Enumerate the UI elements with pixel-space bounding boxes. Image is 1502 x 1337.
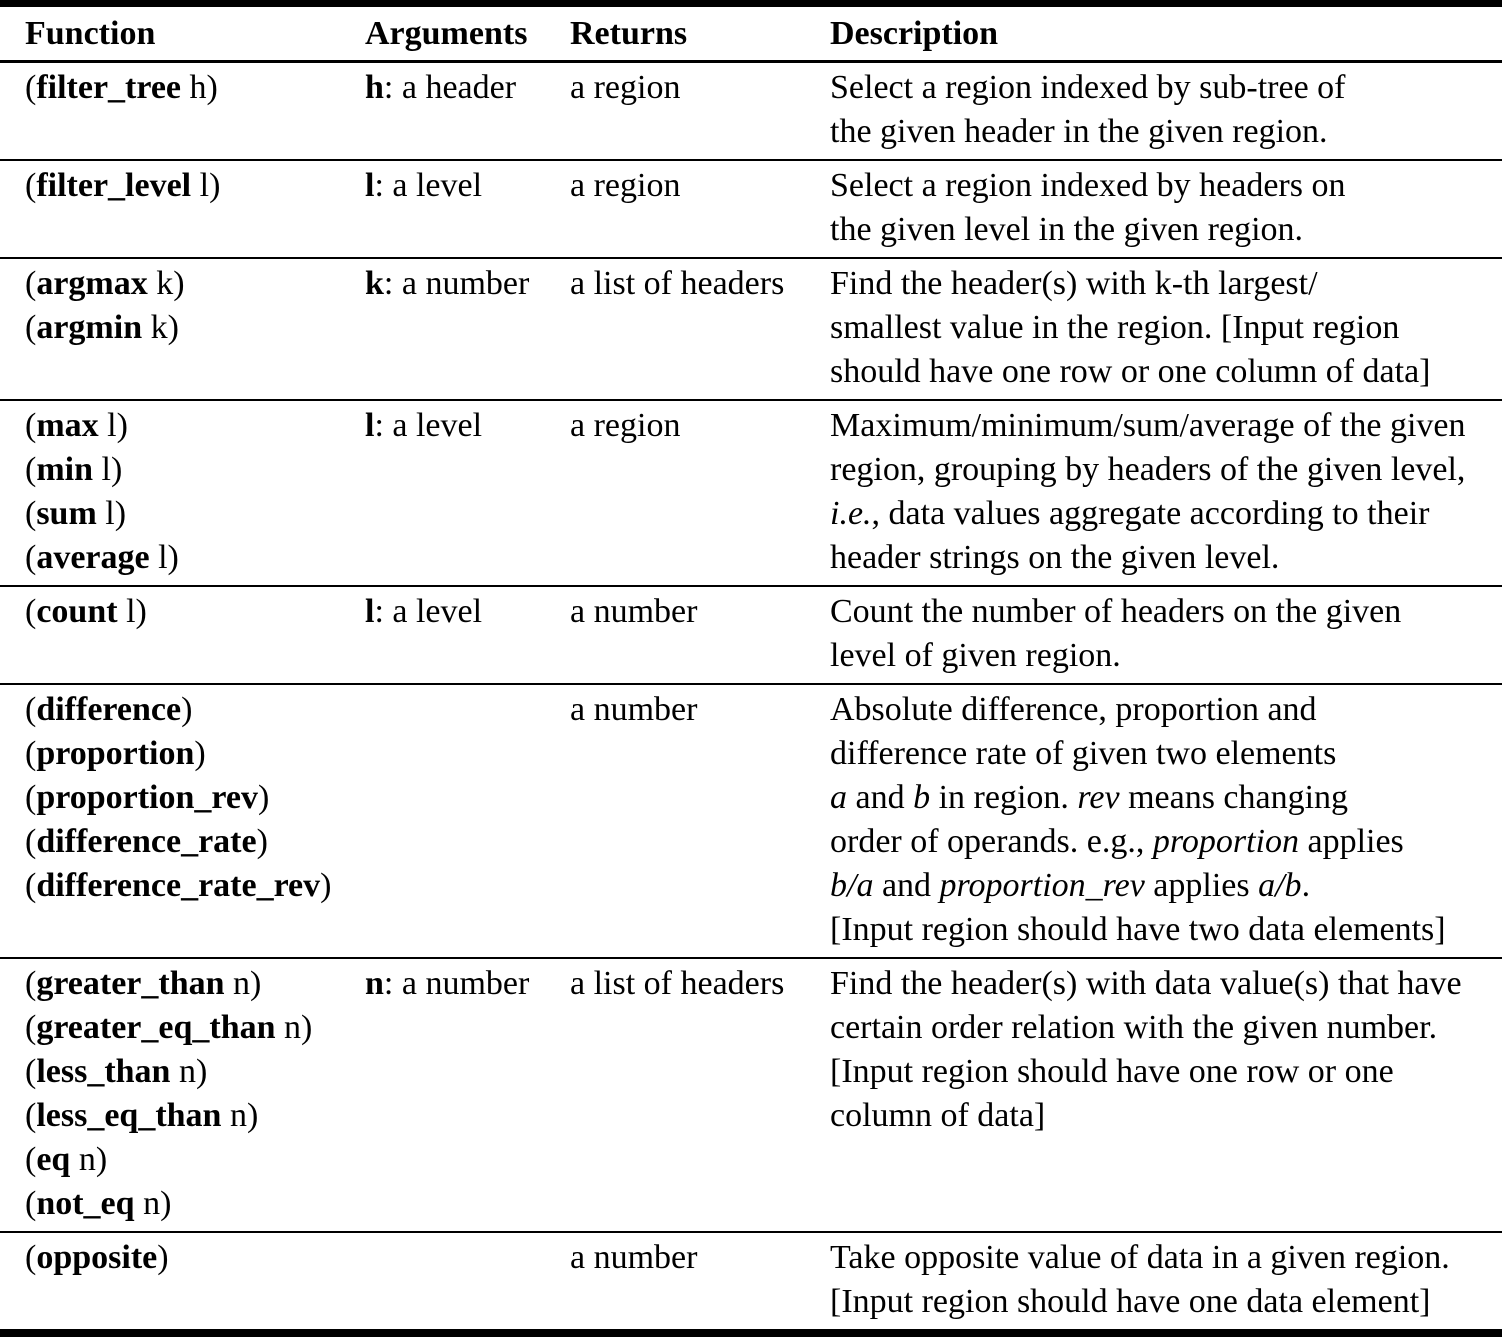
text-segment: ( [25,1097,37,1134]
bold-segment: difference_rate [36,823,257,860]
text-line [365,962,570,1006]
text-segment: ( [25,779,37,816]
text-line [570,262,830,306]
table-row [0,62,1502,161]
text-line [25,404,365,448]
text-segment: a number [570,1239,698,1276]
text-line [830,208,1502,252]
text-line [830,688,1502,732]
text-segment: a list of headers [570,265,785,302]
text-line [25,590,365,634]
bold-segment: less_eq_than [36,1097,222,1134]
text-segment: l) [149,539,179,576]
italic-segment: a/b [1258,867,1302,904]
text-segment: n) [170,1053,208,1090]
text-segment: Find the header(s) with k-th largest/ [830,265,1318,302]
text-segment: ) [320,867,332,904]
text-line [25,1094,365,1138]
text-segment: means changing [1119,779,1349,816]
text-line [25,536,365,580]
bold-segment: l [365,167,375,204]
text-line [830,350,1502,394]
bold-segment: greater_than [36,965,225,1002]
text-line [570,66,830,110]
text-line [570,404,830,448]
text-segment: ) [257,779,270,816]
text-line [25,1236,365,1280]
bold-segment: max [36,407,99,444]
italic-segment: b/a [830,867,874,904]
text-line [570,164,830,208]
text-line [570,1236,830,1280]
text-line [570,590,830,634]
description-cell [830,160,1502,258]
text-line [830,404,1502,448]
text-line [830,66,1502,110]
bold-segment: proportion [36,735,195,772]
functions-table-body [0,62,1502,1334]
text-segment: Absolute difference, proportion and [830,691,1317,728]
text-segment: ( [25,1239,37,1276]
arguments-cell [365,586,570,684]
text-segment: l) [98,407,128,444]
text-segment: : a number [383,265,530,302]
text-segment: ) [256,823,268,860]
text-segment: , data values aggregate according to their [871,495,1430,532]
function-cell [0,586,365,684]
text-segment: ( [25,539,37,576]
text-segment: the given header in the given region. [830,113,1328,150]
text-segment: ( [25,69,37,106]
text-line [830,864,1502,908]
table-row [0,160,1502,258]
text-line [25,820,365,864]
text-segment: k) [147,265,185,302]
text-line [25,732,365,776]
function-cell [0,1232,365,1333]
text-line [830,1280,1502,1324]
text-segment: ( [25,593,37,630]
italic-segment: a [830,779,847,816]
text-segment: ( [25,1185,37,1222]
text-line [25,1182,365,1226]
text-segment: should have one row or one column of data] [830,353,1431,390]
text-line [365,404,570,448]
text-segment: the given level in the given region. [830,211,1304,248]
table-row [0,400,1502,586]
text-segment: l) [117,593,147,630]
italic-segment: proportion [1152,823,1299,860]
function-cell [0,684,365,958]
function-cell [0,62,365,161]
text-line [365,590,570,634]
bold-segment: not_eq [36,1185,135,1222]
text-segment: n) [134,1185,172,1222]
text-segment: a region [570,167,681,204]
text-line [25,1006,365,1050]
col-header-function: Function [0,4,365,62]
text-segment: ( [25,407,37,444]
table-row [0,586,1502,684]
text-segment: Select a region indexed by sub-tree of [830,69,1346,106]
description-cell [830,958,1502,1232]
text-segment: l) [93,451,123,488]
text-line [830,164,1502,208]
arguments-cell [365,684,570,958]
bold-segment: argmax [36,265,148,302]
text-segment: k) [142,309,179,346]
text-segment: applies [1144,867,1259,904]
text-segment: certain order relation with the given number. [830,1009,1438,1046]
text-segment: h) [181,69,218,106]
text-line [830,820,1502,864]
bold-segment: n [365,965,384,1002]
text-line [830,634,1502,678]
table-row [0,258,1502,400]
text-segment: ( [25,823,37,860]
returns-cell [570,586,830,684]
text-segment: l) [191,167,221,204]
text-line [830,908,1502,952]
text-line [830,448,1502,492]
description-cell [830,258,1502,400]
text-line [830,1094,1502,1138]
table-row [0,684,1502,958]
returns-cell [570,62,830,161]
bold-segment: difference_rate_rev [36,867,321,904]
col-header-returns: Returns [570,4,830,62]
returns-cell [570,258,830,400]
text-segment: n) [224,965,262,1002]
description-cell [830,1232,1502,1333]
text-segment: difference rate of given two elements [830,735,1337,772]
text-line [25,448,365,492]
text-segment: applies [1298,823,1404,860]
text-segment: a list of headers [570,965,785,1002]
bold-segment: eq [36,1141,71,1178]
text-segment: Count the number of headers on the given [830,593,1402,630]
bold-segment: opposite [36,1239,158,1276]
col-header-arguments: Arguments [365,4,570,62]
text-line [365,262,570,306]
text-segment: ( [25,265,37,302]
text-line [830,492,1502,536]
text-segment: ( [25,167,37,204]
header-row [0,4,1502,62]
text-segment: n) [221,1097,259,1134]
text-segment: : a level [374,593,483,630]
text-segment: smallest value in the region. [Input region [830,309,1400,346]
text-line [830,776,1502,820]
text-segment: region, grouping by headers of the given level, [830,451,1466,488]
bold-segment: argmin [36,309,143,346]
text-line [365,66,570,110]
text-segment: : a level [374,167,483,204]
text-segment: ( [25,691,37,728]
text-line [830,262,1502,306]
description-cell [830,586,1502,684]
text-segment: Select a region indexed by headers on [830,167,1346,204]
bold-segment: k [365,265,384,302]
text-segment: n) [70,1141,108,1178]
description-cell [830,400,1502,586]
function-cell [0,958,365,1232]
text-line [830,1050,1502,1094]
arguments-cell [365,62,570,161]
text-segment: ( [25,451,37,488]
bold-segment: sum [36,495,97,532]
bold-segment: filter_tree [36,69,182,106]
text-segment: [Input region should have one row or one [830,1053,1394,1090]
text-segment: ( [25,495,37,532]
text-line [830,306,1502,350]
text-line [25,864,365,908]
text-segment: ( [25,309,37,346]
text-segment: ( [25,1009,37,1046]
text-segment: ( [25,965,37,1002]
text-line [830,590,1502,634]
text-segment: : a number [383,965,530,1002]
text-segment: : a level [374,407,483,444]
text-line [830,110,1502,154]
text-line [830,1236,1502,1280]
arguments-cell [365,1232,570,1333]
function-cell [0,258,365,400]
text-segment: ) [194,735,206,772]
text-segment: ( [25,1053,37,1090]
bold-segment: proportion_rev [36,779,258,816]
col-header-description: Description [830,4,1502,62]
bold-segment: filter_level [36,167,192,204]
bold-segment: h [365,69,384,106]
text-segment: ( [25,1141,37,1178]
text-segment: Maximum/minimum/sum/average of the given [830,407,1466,444]
text-segment: a region [570,407,681,444]
italic-segment: b [913,779,931,816]
text-line [25,1050,365,1094]
text-line [25,66,365,110]
italic-segment: proportion_rev [939,867,1145,904]
text-segment: order of operands. e.g., [830,823,1153,860]
bold-segment: l [365,407,375,444]
text-segment: a number [570,691,698,728]
text-segment: [Input region should have one data element] [830,1283,1431,1320]
text-line [25,1138,365,1182]
description-cell [830,684,1502,958]
text-segment: column of data] [830,1097,1046,1134]
text-segment: Take opposite value of data in a given region. [830,1239,1450,1276]
text-segment: n) [275,1009,313,1046]
text-line [830,962,1502,1006]
table-row [0,1232,1502,1333]
returns-cell [570,1232,830,1333]
returns-cell [570,684,830,958]
text-line [25,306,365,350]
text-segment: [Input region should have two data elements] [830,911,1446,948]
text-line [830,536,1502,580]
text-line [570,962,830,1006]
text-segment: and [847,779,914,816]
arguments-cell [365,160,570,258]
text-line [365,164,570,208]
text-segment: and [873,867,940,904]
text-line [25,962,365,1006]
italic-segment: i.e. [830,495,872,532]
table-header [0,4,1502,62]
function-cell [0,160,365,258]
description-cell [830,62,1502,161]
text-segment: a region [570,69,681,106]
text-segment: ) [157,1239,169,1276]
text-segment: ( [25,867,37,904]
bold-segment: less_than [36,1053,171,1090]
text-line [25,164,365,208]
text-segment: level of given region. [830,637,1121,674]
text-segment: : a header [383,69,517,106]
italic-segment: rev [1077,779,1120,816]
arguments-cell [365,400,570,586]
arguments-cell [365,958,570,1232]
returns-cell [570,958,830,1232]
bold-segment: difference [36,691,182,728]
table-row [0,958,1502,1232]
text-line [25,492,365,536]
text-segment: . [1301,867,1311,904]
text-line [830,1006,1502,1050]
bold-segment: greater_eq_than [36,1009,276,1046]
text-segment: l) [96,495,127,532]
text-segment: ( [25,735,37,772]
arguments-cell [365,258,570,400]
returns-cell [570,160,830,258]
text-line [830,732,1502,776]
bold-segment: count [36,593,118,630]
bold-segment: min [36,451,94,488]
text-line [25,688,365,732]
text-segment: a number [570,593,698,630]
text-line [25,776,365,820]
text-segment: header strings on the given level. [830,539,1280,576]
text-line [25,262,365,306]
text-segment: in region. [930,779,1078,816]
bold-segment: l [365,593,375,630]
text-segment: Find the header(s) with data value(s) that have [830,965,1462,1002]
text-segment: ) [181,691,193,728]
bold-segment: average [36,539,150,576]
returns-cell [570,400,830,586]
text-line [570,688,830,732]
function-cell [0,400,365,586]
